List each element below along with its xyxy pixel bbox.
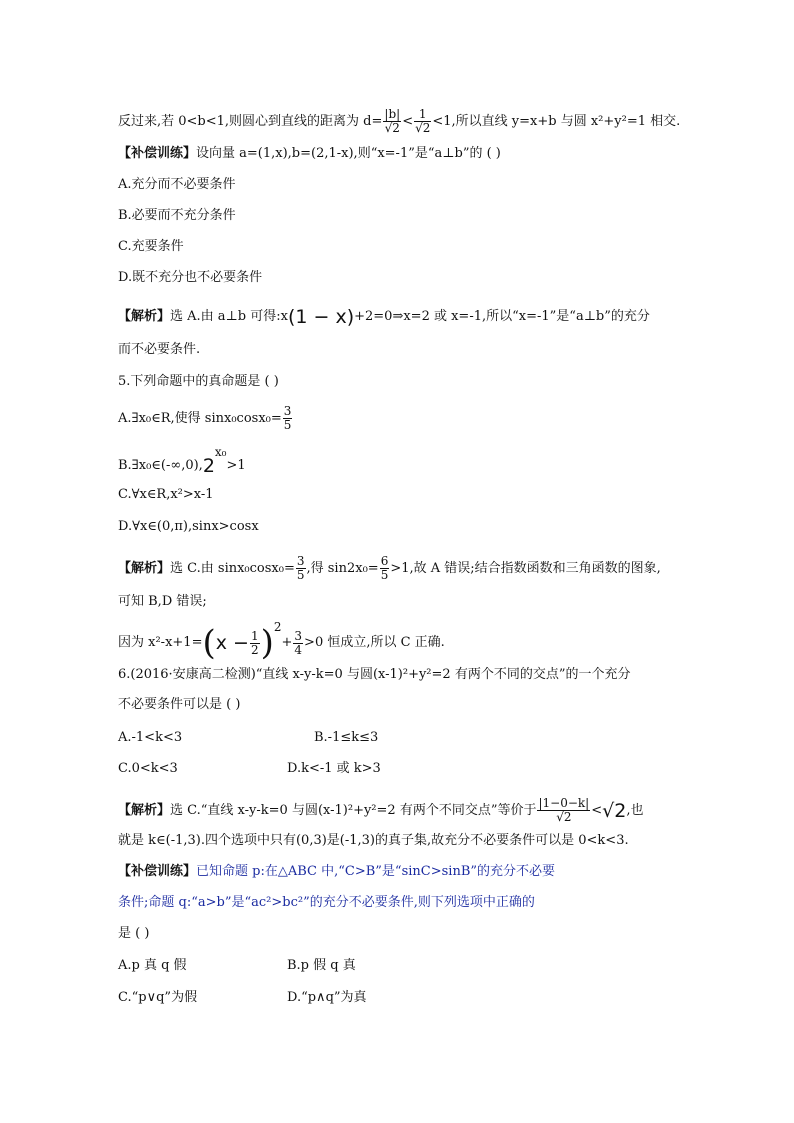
q7-option-b: B.p 假 q 真: [287, 958, 356, 973]
a5-line3: 因为 x²-x+1=(x − $\frac{1}{2}$ )$^2$+ $\frac{3}{4}$ >0 恒成立,所以 C 正确.: [118, 620, 445, 663]
fraction: $\frac{|b|}{√2}$: [384, 107, 401, 135]
q4-option-d: D.既不充分也不必要条件: [118, 270, 263, 285]
a6-line2: 就是 k∈(-1,3).四个选项中只有(0,3)是(-1,3)的真子集,故充分不必要条件可以是 0<k<3.: [118, 833, 629, 848]
q7-option-c: C.“p∨q”为假: [118, 990, 198, 1005]
q7-option-a: A.p 真 q 假: [118, 958, 187, 973]
q4-stem: 【补偿训练】设向量 a=(1,x),b=(2,1-x),则“x=-1”是“a⊥b”的 ( ): [118, 146, 501, 161]
fraction: $\frac{1}{√2}$: [415, 107, 431, 135]
fraction: $\frac{1}{2}$: [250, 628, 259, 657]
q4-option-c: C.充要条件: [118, 239, 184, 254]
fraction: $\frac{6}{5}$: [380, 554, 389, 582]
fraction: $\frac{3}{5}$: [296, 554, 305, 582]
q7-stem2: 条件;命题 q:“a>b”是“ac²>bc²”的充分不必要条件,则下列选项中正确的: [118, 895, 535, 910]
a5-line2: 可知 B,D 错误;: [118, 594, 207, 609]
q6-option-a: A.-1<k<3: [118, 730, 183, 745]
line-p1: 反过来,若 0<b<1,则圆心到直线的距离为 d= $\frac{|b|}{√2}$ < $\frac{1}{√2}$ <1,所以直线 y=x+b 与圆 x²+y²=1 相交.: [118, 107, 681, 135]
q7-stem3: 是 ( ): [118, 926, 150, 941]
fraction: $\frac{3}{5}$: [283, 404, 292, 432]
q5-option-b: $B.\exists x_0\in(-\infty,0),2^{x_0}>1$: [118, 445, 246, 477]
q6-stem2: 不必要条件可以是 ( ): [118, 697, 241, 712]
q6-option-c: C.0<k<3: [118, 761, 178, 776]
q4-option-b: B.必要而不充分条件: [118, 208, 236, 223]
a4-line1: 【解析】选 A.由 a⊥b 可得:x(1 − x)+2=0⇒x=2 或 x=-1,所以“x=-1”是“a⊥b”的充分: [118, 306, 650, 328]
q6-stem1: 6.(2016·安康高二检测)“直线 x-y-k=0 与圆(x-1)²+y²=2 有两个不同的交点”的一个充分: [118, 667, 631, 682]
fraction: $\frac{|1-0-k|}{√2}$: [538, 796, 590, 824]
q7-option-d: D.“p∧q”为真: [287, 990, 367, 1005]
q5-option-a: A.∃x₀∈R,使得 sinx₀cosx₀= $\frac{3}{5}$: [118, 404, 292, 432]
q6-option-d: D.k<-1 或 k>3: [287, 761, 381, 776]
a6-line1: 【解析】选 C.“直线 x-y-k=0 与圆(x-1)²+y²=2 有两个不同交点”等价于 $\frac{|1-0-k|}{√2}$ <√2,也: [118, 796, 644, 824]
q5-option-d: D.∀x∈(0,π),sinx>cosx: [118, 519, 259, 534]
q6-option-b: B.-1≤k≤3: [314, 730, 379, 745]
a4-line2: 而不必要条件.: [118, 342, 201, 357]
fraction: $\frac{3}{4}$: [294, 628, 303, 657]
q7-stem1: 【补偿训练】已知命题 p:在△ABC 中,“C>B”是“sinC>sinB”的充分不必要: [118, 864, 556, 879]
q5-option-c: C.∀x∈R,x²>x-1: [118, 487, 214, 502]
q5-stem: 5.下列命题中的真命题是 ( ): [118, 374, 279, 389]
q4-option-a: A.充分而不必要条件: [118, 177, 236, 192]
a5-line1: 【解析】选 C.由 sinx₀cosx₀= $\frac{3}{5}$ ,得 sin2x₀= $\frac{6}{5}$ >1,故 A 错误;结合指数函数和三角函数的图象,: [118, 554, 661, 582]
